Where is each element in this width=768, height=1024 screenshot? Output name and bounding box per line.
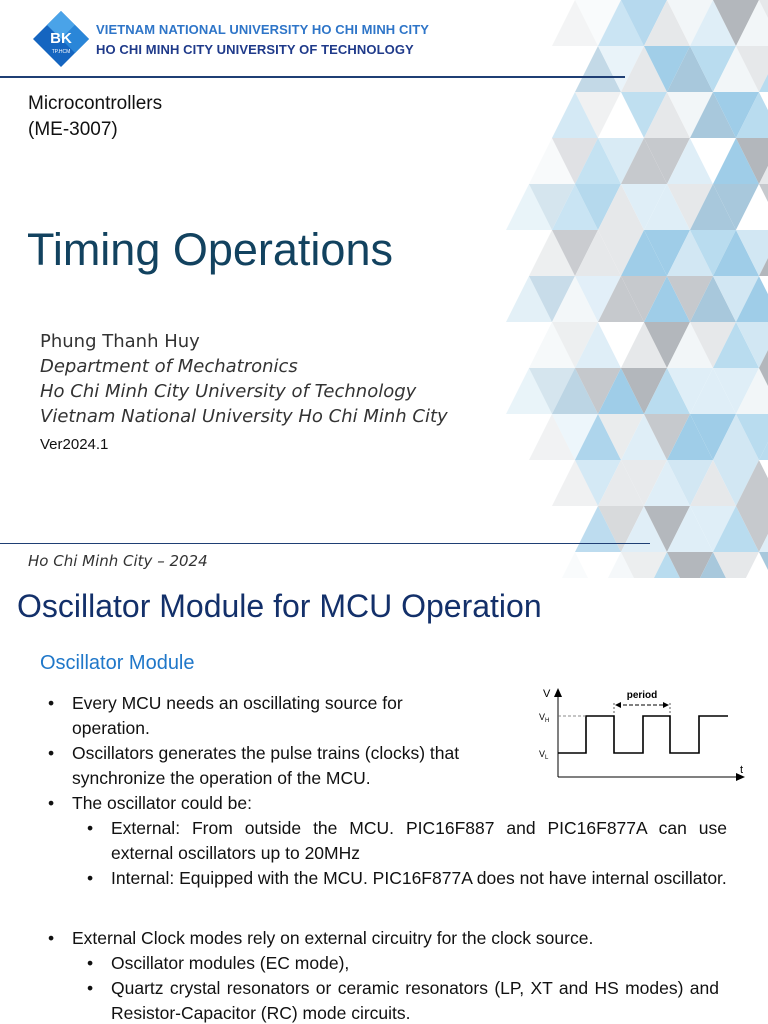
author-university: Ho Chi Minh City University of Technology — [40, 381, 417, 402]
section-subtitle: Oscillator Module — [40, 652, 195, 674]
v-axis-arrow-icon — [554, 688, 562, 697]
slide-title: Oscillator Module for MCU Operation — [17, 588, 542, 624]
logo-text: BK — [50, 30, 72, 47]
content-slide — [0, 578, 768, 1024]
course-name: Microcontrollers — [28, 93, 163, 114]
period-arrow-left-icon — [615, 702, 621, 708]
bullet-oscillator-types: • The oscillator could be: — [72, 791, 672, 816]
author-national-university: Vietnam National University Ho Chi Minh City — [40, 406, 448, 427]
footer-location-year: Ho Chi Minh City – 2024 — [28, 552, 208, 570]
author-name: Phung Thanh Huy — [40, 331, 200, 352]
university-logo-icon — [32, 10, 90, 68]
vh-label: $V_H$ — [539, 712, 550, 724]
bullet-external-oscillator: • External: From outside the MCU. PIC16F887 and PIC16F877A can use external oscillators up to 20MHz — [111, 816, 727, 866]
header-divider — [0, 76, 625, 78]
version-label: Ver2024.1 — [40, 436, 109, 453]
logo-subtext: TP.HCM — [51, 49, 71, 55]
header-national-university: VIETNAM NATIONAL UNIVERSITY HO CHI MINH CITY — [96, 22, 430, 37]
header-university: HO CHI MINH CITY UNIVERSITY OF TECHNOLOGY — [96, 42, 414, 57]
bullet-oscillating-source: • Every MCU needs an oscillating source for operation. — [72, 691, 477, 741]
clock-waveform-diagram — [533, 685, 755, 787]
period-label: period — [626, 690, 658, 701]
bullet-ec-mode: • Oscillator modules (EC mode), — [111, 951, 727, 976]
bullet-clip-region — [48, 738, 506, 798]
pulse-train — [558, 716, 728, 753]
slide-title: Timing Operations — [27, 224, 393, 275]
period-arrow-right-icon — [663, 702, 669, 708]
bullet-external-clock-modes: • External Clock modes rely on external circuitry for the clock source. — [72, 926, 722, 951]
bullet-crystal-rc-modes: • Quartz crystal resonators or ceramic resonators (LP, XT and HS modes) and Resistor-Capacitor (RC) mode circuits. — [111, 976, 719, 1024]
author-department: Department of Mechatronics — [40, 356, 298, 377]
vl-label: $V_L$ — [539, 749, 549, 761]
bullet-internal-oscillator: • Internal: Equipped with the MCU. PIC16F877A does not have internal oscillator. — [111, 866, 727, 891]
bullet-pulse-trains-line2: synchronize the operation of the MCU. — [72, 768, 371, 788]
bullet-pulse-trains-line1: • Oscillators generates the pulse trains (clocks) that — [72, 741, 459, 766]
t-axis-label: t — [740, 764, 744, 776]
v-axis-label: V — [543, 688, 551, 700]
footer-divider — [0, 543, 650, 544]
course-code: (ME-3007) — [28, 119, 118, 140]
